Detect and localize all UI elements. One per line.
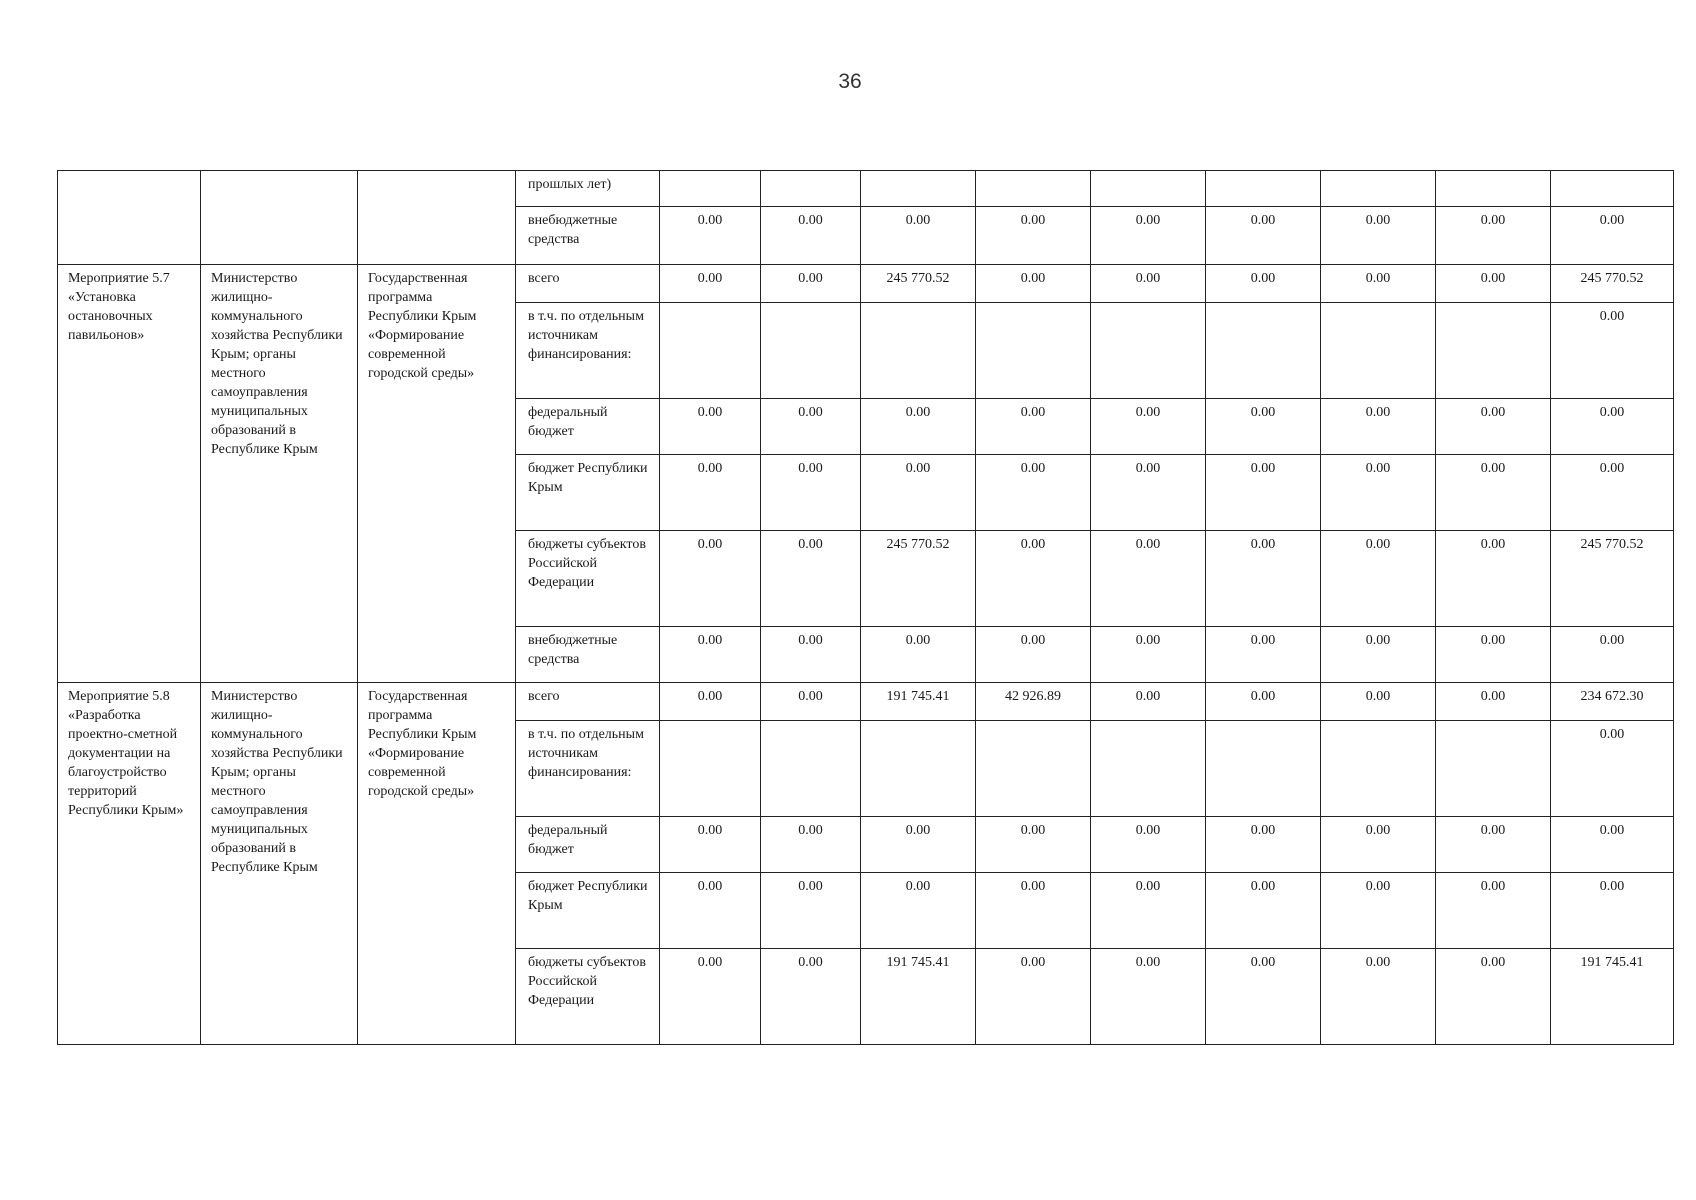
source-cell: прошлых лет)	[516, 171, 660, 207]
value-cell	[660, 171, 761, 207]
source-cell: бюджет Республики Крым	[516, 455, 660, 531]
value-cell: 0.00	[660, 531, 761, 627]
value-cell: 0.00	[1091, 949, 1206, 1045]
value-cell	[660, 303, 761, 399]
source-cell: в т.ч. по отдельным источникам финансирования:	[516, 303, 660, 399]
value-cell: 0.00	[1321, 683, 1436, 721]
value-cell: 0.00	[660, 455, 761, 531]
value-cell: 0.00	[1091, 873, 1206, 949]
value-cell: 0.00	[1206, 873, 1321, 949]
page-number: 36	[838, 70, 862, 93]
table-row	[58, 171, 1674, 207]
source-cell: бюджеты субъектов Российской Федерации	[516, 531, 660, 627]
value-cell: 0.00	[1436, 531, 1551, 627]
value-cell: 191 745.41	[861, 683, 976, 721]
value-cell: 0.00	[660, 817, 761, 873]
source-cell: всего	[516, 683, 660, 721]
value-cell: 0.00	[1436, 817, 1551, 873]
value-cell: 0.00	[861, 627, 976, 683]
executor-cell: Министерство жилищно-коммунального хозяйства Республики Крым; органы местного самоуправления муниципальных образований в Республике Крым	[201, 683, 358, 1045]
value-cell: 0.00	[1091, 455, 1206, 531]
value-cell: 0.00	[1436, 627, 1551, 683]
value-cell	[861, 303, 976, 399]
value-cell: 0.00	[976, 531, 1091, 627]
measure-cell: Мероприятие 5.8 «Разработка проектно-сметной документации на благоустройство территорий Республики Крым»	[58, 683, 201, 1045]
value-cell: 0.00	[1321, 817, 1436, 873]
value-cell: 0.00	[861, 399, 976, 455]
value-cell: 191 745.41	[1551, 949, 1674, 1045]
value-cell	[861, 721, 976, 817]
value-cell: 0.00	[660, 949, 761, 1045]
value-cell: 245 770.52	[1551, 531, 1674, 627]
value-cell: 0.00	[761, 265, 861, 303]
value-cell: 0.00	[976, 949, 1091, 1045]
value-cell: 245 770.52	[861, 265, 976, 303]
value-cell: 0.00	[660, 399, 761, 455]
source-cell: бюджет Республики Крым	[516, 873, 660, 949]
value-cell: 0.00	[1206, 207, 1321, 265]
source-cell: внебюджетные средства	[516, 207, 660, 265]
value-cell	[861, 171, 976, 207]
value-cell: 0.00	[660, 683, 761, 721]
value-cell: 0.00	[1206, 683, 1321, 721]
value-cell: 0.00	[1551, 303, 1674, 399]
value-cell: 0.00	[761, 817, 861, 873]
value-cell: 0.00	[861, 873, 976, 949]
measure-cell	[58, 171, 201, 265]
value-cell: 0.00	[976, 873, 1091, 949]
measure-cell: Мероприятие 5.7 «Установка остановочных павильонов»	[58, 265, 201, 683]
value-cell: 0.00	[1551, 817, 1674, 873]
value-cell	[1091, 303, 1206, 399]
value-cell: 0.00	[1206, 455, 1321, 531]
value-cell: 0.00	[1321, 531, 1436, 627]
value-cell: 0.00	[976, 627, 1091, 683]
value-cell: 0.00	[761, 455, 861, 531]
value-cell	[761, 721, 861, 817]
value-cell: 0.00	[1206, 399, 1321, 455]
value-cell	[976, 171, 1091, 207]
value-cell	[1551, 171, 1674, 207]
value-cell: 0.00	[1206, 627, 1321, 683]
value-cell	[761, 303, 861, 399]
value-cell: 0.00	[976, 265, 1091, 303]
value-cell: 0.00	[976, 399, 1091, 455]
value-cell: 0.00	[976, 817, 1091, 873]
value-cell: 0.00	[1091, 627, 1206, 683]
executor-cell	[201, 171, 358, 265]
value-cell: 0.00	[660, 207, 761, 265]
value-cell: 0.00	[1321, 265, 1436, 303]
source-cell: в т.ч. по отдельным источникам финансирования:	[516, 721, 660, 817]
value-cell: 0.00	[761, 531, 861, 627]
program-cell	[358, 171, 516, 265]
value-cell: 0.00	[1321, 949, 1436, 1045]
value-cell: 0.00	[1091, 265, 1206, 303]
value-cell: 0.00	[1321, 873, 1436, 949]
value-cell: 0.00	[861, 455, 976, 531]
value-cell	[1091, 721, 1206, 817]
value-cell: 0.00	[1436, 455, 1551, 531]
value-cell: 0.00	[1436, 949, 1551, 1045]
value-cell: 0.00	[976, 207, 1091, 265]
value-cell: 0.00	[976, 455, 1091, 531]
value-cell	[1321, 721, 1436, 817]
value-cell: 0.00	[861, 207, 976, 265]
executor-cell: Министерство жилищно-коммунального хозяйства Республики Крым; органы местного самоуправления муниципальных образований в Республике Крым	[201, 265, 358, 683]
value-cell: 0.00	[1436, 399, 1551, 455]
value-cell: 0.00	[1321, 399, 1436, 455]
value-cell: 42 926.89	[976, 683, 1091, 721]
value-cell: 0.00	[761, 627, 861, 683]
value-cell: 0.00	[660, 627, 761, 683]
value-cell: 0.00	[1551, 399, 1674, 455]
value-cell	[1206, 171, 1321, 207]
source-cell: внебюджетные средства	[516, 627, 660, 683]
value-cell: 0.00	[1091, 817, 1206, 873]
value-cell	[761, 171, 861, 207]
value-cell: 0.00	[1091, 683, 1206, 721]
program-cell: Государственная программа Республики Крым «Формирование современной городской среды»	[358, 265, 516, 683]
source-cell: федеральный бюджет	[516, 399, 660, 455]
value-cell: 0.00	[761, 207, 861, 265]
value-cell: 0.00	[761, 399, 861, 455]
value-cell	[1436, 171, 1551, 207]
value-cell: 0.00	[1206, 531, 1321, 627]
value-cell	[1206, 721, 1321, 817]
table-row	[58, 265, 1674, 303]
source-cell: федеральный бюджет	[516, 817, 660, 873]
value-cell: 0.00	[660, 265, 761, 303]
value-cell: 0.00	[1091, 207, 1206, 265]
value-cell: 0.00	[1321, 207, 1436, 265]
value-cell: 0.00	[1206, 949, 1321, 1045]
table-row	[58, 683, 1674, 721]
value-cell: 245 770.52	[1551, 265, 1674, 303]
value-cell: 0.00	[861, 817, 976, 873]
value-cell: 0.00	[1321, 627, 1436, 683]
value-cell	[1436, 721, 1551, 817]
value-cell: 0.00	[1551, 627, 1674, 683]
value-cell: 0.00	[1436, 265, 1551, 303]
value-cell: 0.00	[1551, 207, 1674, 265]
value-cell: 0.00	[660, 873, 761, 949]
value-cell	[1091, 171, 1206, 207]
value-cell: 0.00	[1551, 721, 1674, 817]
value-cell: 234 672.30	[1551, 683, 1674, 721]
value-cell: 0.00	[1436, 207, 1551, 265]
value-cell	[660, 721, 761, 817]
value-cell	[1206, 303, 1321, 399]
funding-table	[57, 170, 1674, 1045]
value-cell: 0.00	[1206, 265, 1321, 303]
value-cell: 0.00	[1551, 455, 1674, 531]
value-cell: 0.00	[1321, 455, 1436, 531]
value-cell	[1321, 303, 1436, 399]
value-cell	[1321, 171, 1436, 207]
value-cell: 0.00	[1436, 683, 1551, 721]
value-cell	[976, 721, 1091, 817]
value-cell: 0.00	[761, 683, 861, 721]
value-cell: 0.00	[1091, 399, 1206, 455]
value-cell: 0.00	[761, 873, 861, 949]
value-cell: 0.00	[1436, 873, 1551, 949]
value-cell	[1436, 303, 1551, 399]
value-cell: 245 770.52	[861, 531, 976, 627]
value-cell: 191 745.41	[861, 949, 976, 1045]
value-cell: 0.00	[1551, 873, 1674, 949]
source-cell: всего	[516, 265, 660, 303]
value-cell: 0.00	[1206, 817, 1321, 873]
source-cell: бюджеты субъектов Российской Федерации	[516, 949, 660, 1045]
program-cell: Государственная программа Республики Крым «Формирование современной городской среды»	[358, 683, 516, 1045]
value-cell	[976, 303, 1091, 399]
value-cell: 0.00	[761, 949, 861, 1045]
value-cell: 0.00	[1091, 531, 1206, 627]
